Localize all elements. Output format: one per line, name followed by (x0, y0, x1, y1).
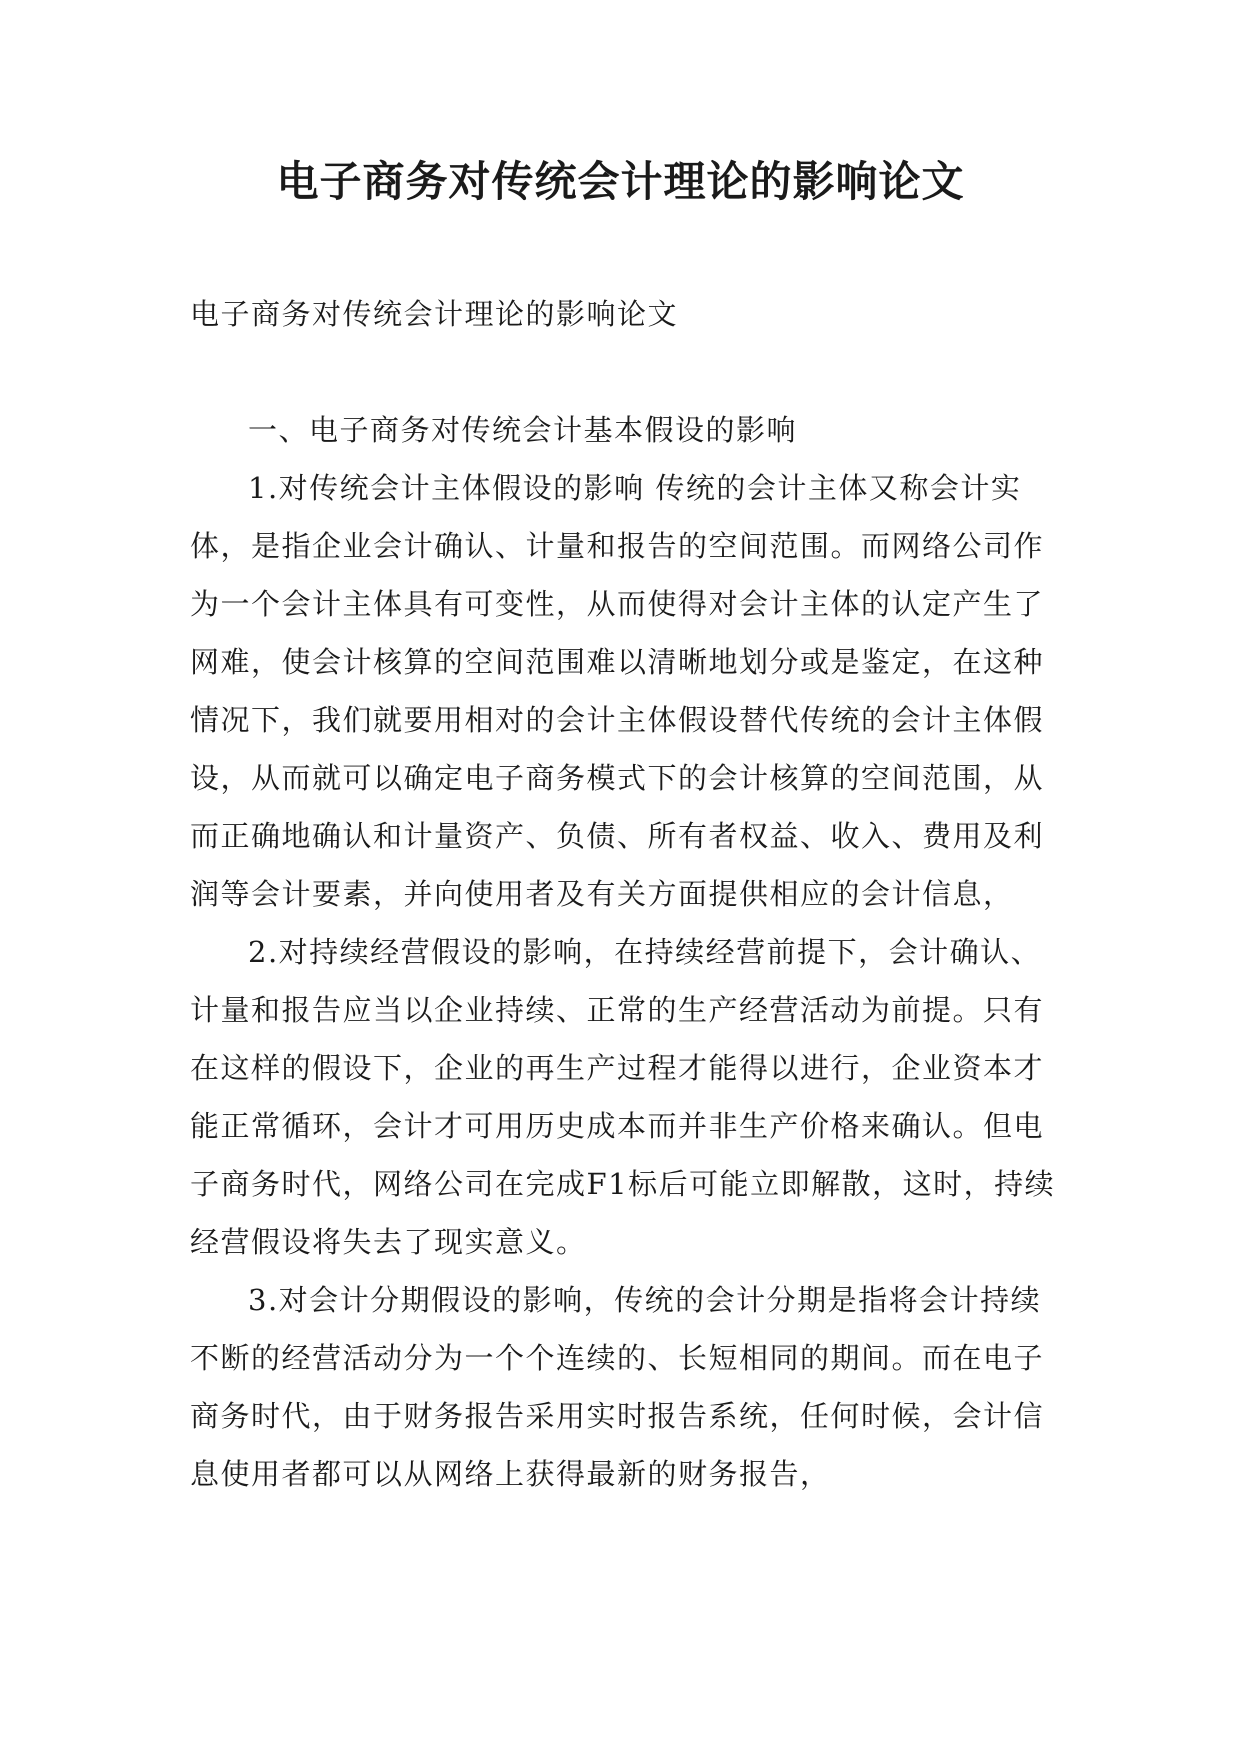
section-heading: 一、电子商务对传统会计基本假设的影响 (248, 413, 798, 447)
document-subtitle: 电子商务对传统会计理论的影响论文 (190, 297, 679, 331)
paragraph-1: 1.对传统会计主体假设的影响 传统的会计主体又称会计实体，是指企业会计确认、计量和报告的空间范围。而网络公司作为一个会计主体具有可变性，从而使得对会计主体的认定产生了网难，使会计核算的空间范围难以清晰地划分或是鉴定，在这种情况下，我们就要用相对的会计主体假设替代传统的会计主体假设，从而就可以确定电子商务模式下的会计核算的空间范围，从而正确地确认和计量资产、负债、所有者权益、收入、费用及利润等会计要素，并向使用者及有关方面提供相应的会计信息， (190, 471, 1045, 911)
paragraph-2: 2.对持续经营假设的影响，在持续经营前提下，会计确认、计量和报告应当以企业持续、正常的生产经营活动为前提。只有在这样的假设下，企业的再生产过程才能得以进行，企业资本才能正常循环，会计才可用历史成本而并非生产价格来确认。但电子商务时代，网络公司在完成F1标后可能立即解散，这时，持续经营假设将失去了现实意义。 (190, 935, 1056, 1259)
document-title: 电子商务对传统会计理论的影响论文 (276, 157, 965, 206)
document-body (190, 285, 1066, 1503)
paragraph-3: 3.对会计分期假设的影响，传统的会计分期是指将会计持续不断的经营活动分为一个个连续的、长短相同的期间。而在电子商务时代，由于财务报告采用实时报告系统，任何时候，会计信息使用者都可以从网络上获得最新的财务报告， (190, 1283, 1045, 1491)
